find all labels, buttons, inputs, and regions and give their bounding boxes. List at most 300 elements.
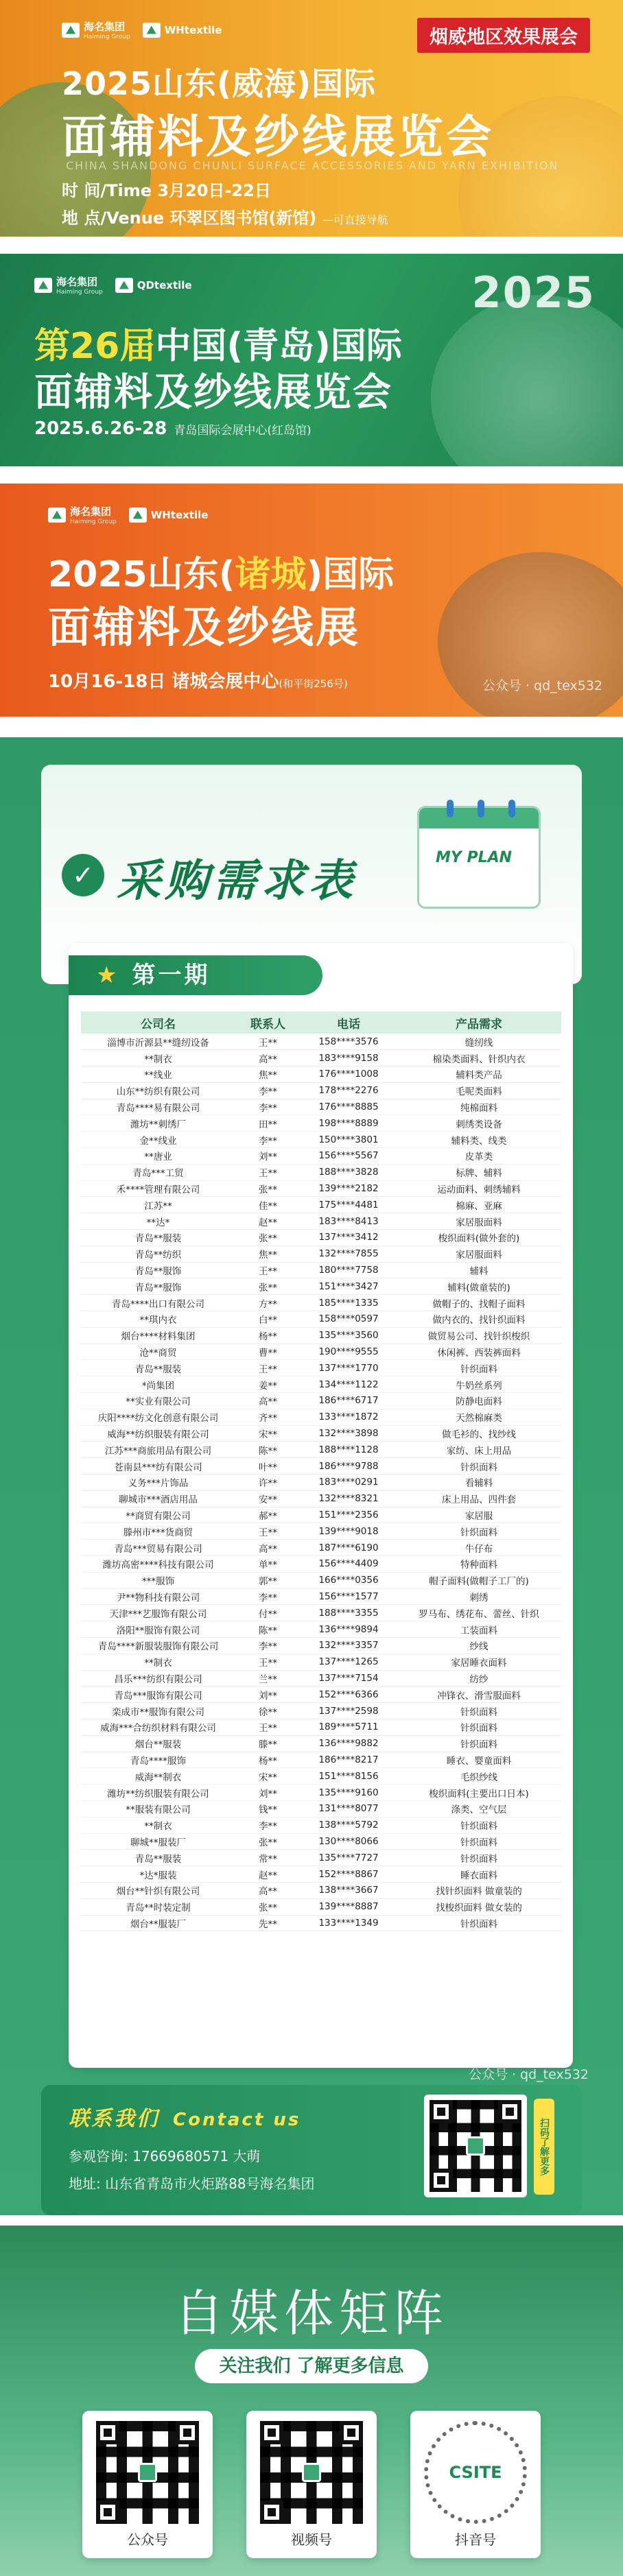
- cell-contact: 钱**: [235, 1800, 301, 1817]
- cell-demand: 看辅料: [397, 1475, 561, 1491]
- cell-demand: 做内衣的、找针织面料: [397, 1311, 561, 1328]
- cell-demand: 天然棉麻类: [397, 1409, 561, 1425]
- table-row: [81, 1082, 561, 1099]
- banner-year: 2025: [471, 267, 596, 318]
- qr-pattern: [430, 2100, 521, 2192]
- logo-subtext: Haiming Group: [70, 518, 117, 525]
- cell-company: 洛阳**服饰有限公司: [81, 1621, 235, 1638]
- cell-company: **线业: [81, 1066, 235, 1083]
- cell-demand: 针织面料: [397, 1360, 561, 1376]
- cell-phone: 132****3357: [301, 1637, 397, 1654]
- banner-english-subtitle: CHINA SHANDONG CHUNLI SURFACE ACCESSORIES AND YARN EXHIBITION: [66, 159, 559, 172]
- cell-demand: 家居睡衣面料: [397, 1654, 561, 1670]
- qr-logo-icon: [466, 2136, 485, 2156]
- cell-demand: 针织面料: [397, 1458, 561, 1475]
- banner-title-line2: 面辅料及纱线展: [48, 602, 361, 652]
- banner-zhucheng[interactable]: [0, 484, 623, 717]
- cell-phone: 138****3667: [301, 1882, 397, 1898]
- date-text: 2025.6.26-28: [34, 418, 167, 439]
- table-row: [81, 1670, 561, 1686]
- cell-demand: 牛奶丝系列: [397, 1376, 561, 1393]
- cell-contact: 陈**: [235, 1442, 301, 1458]
- logo-row: [48, 504, 208, 525]
- cell-company: 滕州市***货商贸: [81, 1523, 235, 1540]
- cell-demand: 毛呢类面料: [397, 1082, 561, 1099]
- cell-phone: 152****8867: [301, 1866, 397, 1883]
- qr-label: 抖音号: [455, 2531, 496, 2548]
- cell-phone: 137****7154: [301, 1670, 397, 1686]
- table-row: [81, 1882, 561, 1898]
- cell-demand: 针织面料: [397, 1735, 561, 1752]
- cell-company: **达*: [81, 1213, 235, 1230]
- qdtextile-logo: [115, 278, 192, 293]
- qr-side-label: 扫码了解更多: [534, 2099, 554, 2195]
- cell-demand: 纱线: [397, 1637, 561, 1654]
- cell-contact: 李**: [235, 1082, 301, 1099]
- cell-phone: 139****2182: [301, 1180, 397, 1197]
- cell-contact: 杨**: [235, 1327, 301, 1344]
- event-venue: [62, 204, 388, 228]
- cell-company: 昌乐***纺织有限公司: [81, 1670, 235, 1686]
- title-pre: 2025山东(: [48, 554, 235, 595]
- cell-demand: 做帽子的、找帽子面料: [397, 1295, 561, 1311]
- qr-finder: [176, 2421, 199, 2444]
- table-row: [81, 1752, 561, 1768]
- table-row: [81, 1507, 561, 1523]
- cell-phone: 137****3412: [301, 1230, 397, 1246]
- logo-text: QDtextile: [137, 278, 192, 291]
- cell-demand: 纺纱: [397, 1670, 561, 1686]
- table-row: [81, 1833, 561, 1850]
- table-row: [81, 1768, 561, 1785]
- table-row: [81, 1898, 561, 1915]
- cell-phone: 135****3560: [301, 1327, 397, 1344]
- banner-qingdao[interactable]: [0, 254, 623, 466]
- qr-finder: [96, 2421, 119, 2444]
- cell-company: 聊城**服装厂: [81, 1833, 235, 1850]
- haiming-logo: [34, 274, 103, 296]
- city-highlight: 诸城: [235, 554, 307, 595]
- qr-card-wechat[interactable]: [82, 2411, 213, 2558]
- cell-phone: 137****1770: [301, 1360, 397, 1376]
- table-row: [81, 1572, 561, 1588]
- haiming-logo-icon: [62, 23, 80, 38]
- table-row: [81, 1850, 561, 1866]
- cell-company: 青岛**服装: [81, 1850, 235, 1866]
- cell-contact: 佳**: [235, 1197, 301, 1213]
- cell-contact: 王**: [235, 1034, 301, 1050]
- cell-demand: 毛织纱线: [397, 1768, 561, 1785]
- cell-contact: 徐**: [235, 1703, 301, 1719]
- cell-company: 青岛**时装定制: [81, 1898, 235, 1915]
- cell-phone: 156****5567: [301, 1148, 397, 1165]
- cell-contact: 齐**: [235, 1409, 301, 1425]
- table-row: [81, 1458, 561, 1475]
- table-row: [81, 1409, 561, 1425]
- cell-contact: 高**: [235, 1882, 301, 1898]
- contact-title-cn: 联系我们: [69, 2107, 159, 2131]
- cell-demand: 针织面料: [397, 1703, 561, 1719]
- cell-phone: 183****9158: [301, 1050, 397, 1066]
- haiming-logo-icon: [34, 278, 52, 293]
- cell-contact: 宋**: [235, 1768, 301, 1785]
- whtextile-logo-icon: [129, 508, 147, 523]
- wechat-watermark: 公众号 · qd_tex532: [482, 678, 602, 693]
- cell-phone: 156****4409: [301, 1556, 397, 1573]
- cell-phone: 137****2598: [301, 1703, 397, 1719]
- cell-company: **制衣: [81, 1817, 235, 1833]
- cell-contact: 赵**: [235, 1213, 301, 1230]
- cell-demand: 运动面料、刺绣辅料: [397, 1180, 561, 1197]
- cell-company: 潍坊**纺织服装有限公司: [81, 1785, 235, 1801]
- cell-phone: 133****1349: [301, 1915, 397, 1931]
- qr-logo-icon: [302, 2463, 321, 2482]
- venue-text: 青岛国际会展中心(红岛馆): [174, 424, 312, 438]
- qr-finder: [340, 2421, 363, 2444]
- calendar-ring: [508, 800, 515, 818]
- cell-phone: 135****9160: [301, 1785, 397, 1801]
- table-row: [81, 1132, 561, 1148]
- cell-company: 苍南县***纺有限公司: [81, 1458, 235, 1475]
- cell-phone: 186****9788: [301, 1458, 397, 1475]
- table-row: [81, 1180, 561, 1197]
- contact-title: [69, 2101, 301, 2132]
- cell-phone: 138****5792: [301, 1817, 397, 1833]
- cell-phone: 133****1872: [301, 1409, 397, 1425]
- logo-text: 海名集团: [70, 505, 112, 518]
- cell-phone: 186****8217: [301, 1752, 397, 1768]
- table-row: [81, 1197, 561, 1213]
- cell-phone: 188****3828: [301, 1164, 397, 1180]
- cell-contact: 田**: [235, 1115, 301, 1132]
- qdtextile-logo-icon: [115, 278, 133, 293]
- cell-phone: 190****9555: [301, 1344, 397, 1360]
- cell-demand: 做毛衫的、找纱线: [397, 1425, 561, 1442]
- cell-demand: 辅料: [397, 1262, 561, 1278]
- cell-contact: 李**: [235, 1637, 301, 1654]
- wechat-qr-code[interactable]: [96, 2421, 199, 2524]
- cell-company: 烟台**服装厂: [81, 1915, 235, 1931]
- logo-subtext: Haiming Group: [56, 289, 103, 296]
- cell-company: 沧**商贸: [81, 1344, 235, 1360]
- qr-card-douyin[interactable]: [410, 2411, 541, 2558]
- banner-title-line1: 2025山东(威海)国际: [62, 65, 377, 102]
- cell-phone: 139****9018: [301, 1523, 397, 1540]
- issue-tag: [69, 955, 322, 995]
- cell-contact: 李**: [235, 1132, 301, 1148]
- cell-contact: 张**: [235, 1180, 301, 1197]
- header-contact: 联系人: [235, 1012, 301, 1034]
- cell-contact: 曹**: [235, 1344, 301, 1360]
- table-row: [81, 1785, 561, 1801]
- cell-company: 潍坊**刺绣厂: [81, 1115, 235, 1132]
- cell-company: 青岛***工贸: [81, 1164, 235, 1180]
- qr-label: 公众号: [127, 2531, 168, 2548]
- table-row: [81, 1475, 561, 1491]
- cell-contact: 刘**: [235, 1148, 301, 1165]
- cell-phone: 151****3427: [301, 1278, 397, 1295]
- media-title: 自媒体矩阵: [174, 2285, 449, 2342]
- cell-demand: 针织面料: [397, 1817, 561, 1833]
- logo-text: 海名集团: [56, 276, 98, 288]
- cell-company: 山东**纺织有限公司: [81, 1082, 235, 1099]
- table-row: [81, 1442, 561, 1458]
- cell-company: 江苏***商旅用品有限公司: [81, 1442, 235, 1458]
- contact-address: 地址: 山东省青岛市火炬路88号海名集团: [69, 2175, 315, 2192]
- table-row: [81, 1540, 561, 1556]
- cell-contact: 王**: [235, 1262, 301, 1278]
- table-row: [81, 1605, 561, 1621]
- table-row: [81, 1588, 561, 1605]
- table-row: [81, 1327, 561, 1344]
- cell-contact: 白**: [235, 1311, 301, 1328]
- qr-card-video[interactable]: [246, 2411, 377, 2558]
- cell-contact: 李**: [235, 1817, 301, 1833]
- table-row: [81, 1344, 561, 1360]
- cell-demand: 床上用品、四件套: [397, 1490, 561, 1507]
- cell-company: *达*服装: [81, 1866, 235, 1883]
- cell-phone: 130****8066: [301, 1833, 397, 1850]
- table-row: [81, 1393, 561, 1409]
- table-header-row: [81, 1012, 561, 1034]
- cell-demand: 辅料类产品: [397, 1066, 561, 1083]
- cell-contact: 付**: [235, 1605, 301, 1621]
- haiming-logo: [62, 19, 130, 40]
- calendar-icon: [417, 806, 541, 909]
- cell-demand: 防静电面料: [397, 1393, 561, 1409]
- qr-finder: [260, 2421, 283, 2444]
- cell-contact: 王**: [235, 1654, 301, 1670]
- cell-phone: 176****8885: [301, 1099, 397, 1115]
- cell-contact: 郝**: [235, 1507, 301, 1523]
- cell-contact: 姜**: [235, 1376, 301, 1393]
- qr-finder: [430, 2169, 453, 2192]
- cell-company: 栾成市**服饰有限公司: [81, 1703, 235, 1719]
- cell-company: 烟台**针织有限公司: [81, 1882, 235, 1898]
- table-row: [81, 1915, 561, 1931]
- cell-company: 聊城市***酒店用品: [81, 1490, 235, 1507]
- cell-company: 青岛**服饰: [81, 1262, 235, 1278]
- issue-label: 第一期: [132, 962, 211, 989]
- cell-contact: 滕**: [235, 1735, 301, 1752]
- table-row: [81, 1556, 561, 1573]
- qr-finder: [260, 2501, 283, 2524]
- cell-demand: 冲锋衣、滑雪服面料: [397, 1686, 561, 1703]
- cell-company: 金**线业: [81, 1132, 235, 1148]
- cell-company: **服装有限公司: [81, 1800, 235, 1817]
- cell-contact: 焦**: [235, 1066, 301, 1083]
- cell-contact: 张**: [235, 1230, 301, 1246]
- cell-demand: 辅料(做童装的): [397, 1278, 561, 1295]
- cell-contact: 安**: [235, 1490, 301, 1507]
- cell-contact: 李**: [235, 1588, 301, 1605]
- cell-contact: 高**: [235, 1540, 301, 1556]
- cell-demand: 针织面料: [397, 1719, 561, 1735]
- whtextile-logo: [143, 23, 222, 38]
- header-company: 公司名: [81, 1012, 235, 1034]
- table-row: [81, 1523, 561, 1540]
- table-row: [81, 1376, 561, 1393]
- cell-contact: 宋**: [235, 1425, 301, 1442]
- cell-contact: 王**: [235, 1360, 301, 1376]
- qr-finder: [430, 2100, 453, 2123]
- cell-phone: 151****8156: [301, 1768, 397, 1785]
- cell-demand: 家居服: [397, 1507, 561, 1523]
- table-row: [81, 1719, 561, 1735]
- cell-company: 青岛**纺织: [81, 1245, 235, 1262]
- calendar-plan-text: MY PLAN: [436, 849, 513, 866]
- cell-company: **琪内衣: [81, 1311, 235, 1328]
- cell-company: 庆阳****纺文化创意有限公司: [81, 1409, 235, 1425]
- logo-row: [62, 19, 222, 40]
- venue-text: 地 点/Venue 环翠区图书馆(新馆): [62, 208, 317, 228]
- cell-phone: 185****1335: [301, 1295, 397, 1311]
- logo-text: WHtextile: [150, 508, 209, 521]
- table-row: [81, 1703, 561, 1719]
- table-row: [81, 1148, 561, 1165]
- cell-phone: 151****2356: [301, 1507, 397, 1523]
- table-row: [81, 1686, 561, 1703]
- cell-demand: 针织面料: [397, 1915, 561, 1931]
- cell-company: 威海**纺织服装有限公司: [81, 1425, 235, 1442]
- calendar-ring: [478, 800, 484, 818]
- cell-phone: 139****8887: [301, 1898, 397, 1915]
- table-row: [81, 1800, 561, 1817]
- cell-phone: 132****3898: [301, 1425, 397, 1442]
- qr-pattern: [96, 2421, 199, 2524]
- table-row: [81, 1866, 561, 1883]
- cell-demand: 梭织面料(做外套的): [397, 1230, 561, 1246]
- cell-company: 青岛****服饰: [81, 1752, 235, 1768]
- cell-company: 义务***片饰品: [81, 1475, 235, 1491]
- cell-company: 威海***合纺织材料有限公司: [81, 1719, 235, 1735]
- douyin-qr-code[interactable]: [424, 2421, 527, 2524]
- cell-contact: 焦**: [235, 1245, 301, 1262]
- cell-company: 青岛****新服装服饰有限公司: [81, 1637, 235, 1654]
- logo-text: WHtextile: [164, 23, 222, 36]
- table-row: [81, 1278, 561, 1295]
- qr-pattern: [260, 2421, 363, 2524]
- cell-phone: 186****6717: [301, 1393, 397, 1409]
- media-subtitle: 关注我们 了解更多信息: [195, 2349, 428, 2383]
- cell-contact: 李**: [235, 1099, 301, 1115]
- contact-phone[interactable]: 参观咨询: 17669680571 大萌: [69, 2148, 261, 2164]
- cell-company: 禾****管理有限公司: [81, 1180, 235, 1197]
- cell-demand: 皮革类: [397, 1148, 561, 1165]
- cell-contact: 刘**: [235, 1686, 301, 1703]
- table-row: [81, 1066, 561, 1083]
- table-row: [81, 1213, 561, 1230]
- cell-contact: 高**: [235, 1393, 301, 1409]
- cell-company: **制衣: [81, 1654, 235, 1670]
- event-time: 时 间/Time 3月20日-22日: [62, 181, 271, 200]
- cell-company: 青岛****出口有限公司: [81, 1295, 235, 1311]
- cell-contact: 单**: [235, 1556, 301, 1573]
- cell-phone: 156****1577: [301, 1588, 397, 1605]
- cell-contact: 张**: [235, 1898, 301, 1915]
- cell-phone: 187****6190: [301, 1540, 397, 1556]
- cell-demand: 找梭织面料 做女装的: [397, 1898, 561, 1915]
- header-demand: 产品需求: [397, 1012, 561, 1034]
- cell-demand: 辅料类、线类: [397, 1132, 561, 1148]
- cell-phone: 132****8321: [301, 1490, 397, 1507]
- wechat-watermark: 公众号 · qd_tex532: [468, 2067, 589, 2082]
- cell-contact: 高**: [235, 1050, 301, 1066]
- cell-demand: 做贸易公司、找针织梭织: [397, 1327, 561, 1344]
- cell-demand: 纯棉面料: [397, 1099, 561, 1115]
- table-row: [81, 1621, 561, 1638]
- table-row: [81, 1099, 561, 1115]
- title-post: )国际: [306, 554, 395, 595]
- cell-company: 潍坊高密****科技有限公司: [81, 1556, 235, 1573]
- cell-phone: 183****8413: [301, 1213, 397, 1230]
- cell-phone: 166****0356: [301, 1572, 397, 1588]
- table-row: [81, 1425, 561, 1442]
- cell-phone: 136****9882: [301, 1735, 397, 1752]
- cell-demand: 特种面料: [397, 1556, 561, 1573]
- cell-phone: 198****8889: [301, 1115, 397, 1132]
- cell-contact: 叶**: [235, 1458, 301, 1475]
- qr-finder: [498, 2100, 521, 2123]
- cell-phone: 189****5711: [301, 1719, 397, 1735]
- logo-text: 海名集团: [84, 21, 126, 33]
- contact-qr-code[interactable]: [424, 2095, 527, 2197]
- qr-finder: [96, 2501, 119, 2524]
- event-date: [48, 667, 348, 693]
- table-row: [81, 1230, 561, 1246]
- video-qr-code[interactable]: [260, 2421, 363, 2524]
- venue-note: —可直接导航: [322, 213, 388, 226]
- logo-subtext: Haiming Group: [84, 34, 130, 40]
- cell-company: **实业有限公司: [81, 1393, 235, 1409]
- cell-demand: 休闲裤、西装裤面料: [397, 1344, 561, 1360]
- cell-company: 烟台**服装: [81, 1735, 235, 1752]
- table-row: [81, 1311, 561, 1328]
- cell-demand: 针织面料: [397, 1833, 561, 1850]
- banner-title-line2: 面辅料及纱线展览会: [62, 110, 494, 163]
- table-row: [81, 1637, 561, 1654]
- banner-title-line1: [34, 317, 402, 368]
- cell-contact: 张**: [235, 1278, 301, 1295]
- cell-contact: 兰**: [235, 1670, 301, 1686]
- date-text: 10月16-18日 诸城会展中心: [48, 671, 279, 692]
- cell-phone: 134****1122: [301, 1376, 397, 1393]
- whtextile-logo: [129, 508, 209, 523]
- cell-demand: 缝纫线: [397, 1034, 561, 1050]
- cell-company: 淄博市沂源县**缝纫设备: [81, 1034, 235, 1050]
- qr-label: 视频号: [291, 2531, 332, 2548]
- cell-demand: 家居服面料: [397, 1245, 561, 1262]
- cell-phone: 180****7758: [301, 1262, 397, 1278]
- contact-bar: [41, 2085, 582, 2215]
- cell-demand: 睡衣面料: [397, 1866, 561, 1883]
- cell-company: 青岛**服装: [81, 1230, 235, 1246]
- cell-contact: 刘**: [235, 1785, 301, 1801]
- cell-demand: 棉染类面料、针织内衣: [397, 1050, 561, 1066]
- table-row: [81, 1245, 561, 1262]
- banner-weihai[interactable]: [0, 0, 623, 237]
- cell-demand: 睡衣、婴童面料: [397, 1752, 561, 1768]
- cell-demand: 刺绣: [397, 1588, 561, 1605]
- cell-contact: 杨**: [235, 1752, 301, 1768]
- cell-demand: 涤类、空气层: [397, 1800, 561, 1817]
- table-row: [81, 1115, 561, 1132]
- cell-demand: 家居服面料: [397, 1213, 561, 1230]
- cell-phone: 175****4481: [301, 1197, 397, 1213]
- haiming-logo-icon: [48, 508, 66, 523]
- calendar-ring: [447, 800, 454, 818]
- date-note: (和平街256号): [279, 678, 348, 690]
